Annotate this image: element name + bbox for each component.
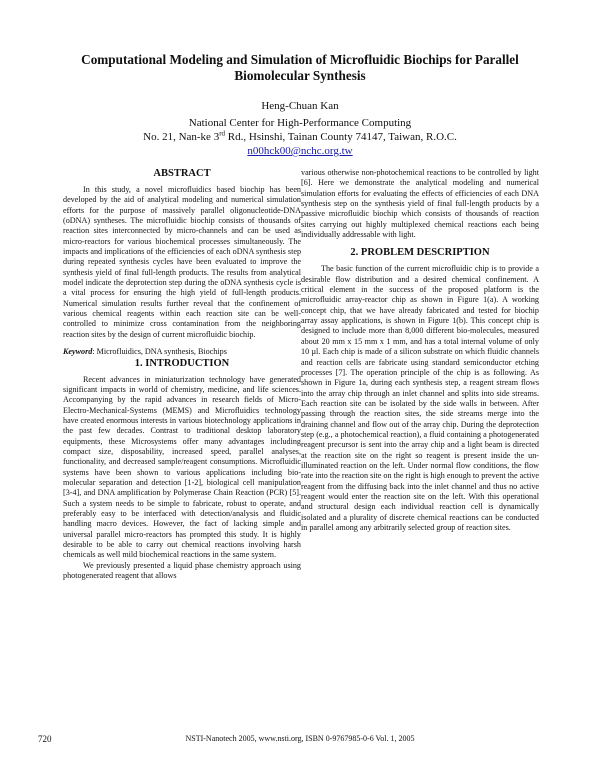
keywords-text: : Microfluidics, DNA synthesis, Biochips xyxy=(92,347,227,357)
paper-title: Computational Modeling and Simulation of Microfluidic Biochips for Parallel Biomolecular Synthesis xyxy=(81,52,519,83)
introduction-paragraph-1: Recent advances in miniaturization technology have generated significant impacts in world of chemistry, medicine, and life sciences. Accompanying by the rapid advances in research fields of Micro-Electro-Mechanical-Systems (MEMS) and Microfluidics technology have created enormous interests in various biotechnology applications in the past few decades. Contrast to traditional desktop laboratory equipments, these Microsystems offer many advantages including compact size, disposability, increased speed, parallel analyses, functionality, and decreased sample/reagent consumptions. Microfluidic systems have been shown to various applications including bio-molecular separation and detection [1-2], biological cell manipulation [3-4], and DNA amplification by Polymerase Chain Reaction (PCR) [5]. Such a system needs to be simple to fabricate, robust to operate, and preferably easy to be interfaced with detection/analysis and fluidic handling macro devices. However, the fact of lacking simple and universal parallel micro-reactors has prompted this study. It is highly desirable to be able to carry out chemical reactions involving harsh chemicals as well mild biochemical reactions in the same system. xyxy=(63,374,301,560)
introduction-heading: 1. INTRODUCTION xyxy=(134,357,230,369)
abstract-heading: ABSTRACT xyxy=(153,168,211,179)
keywords-label: Keyword xyxy=(63,347,93,357)
page-number: 720 xyxy=(38,734,52,744)
author-email-link[interactable]: n00hck00@nchc.org.tw xyxy=(247,145,353,157)
keywords xyxy=(63,347,301,357)
address-part-1: No. 21, Nan-ke 3 xyxy=(143,131,220,143)
affiliation-line-2 xyxy=(60,130,540,144)
introduction-paragraph-2: We previously presented a liquid phase chemistry approach using photogenerated reagent that allows xyxy=(63,560,301,581)
problem-description-heading: 2. PROBLEM DESCRIPTION xyxy=(350,247,490,259)
right-column xyxy=(301,168,539,533)
footer-citation: NSTI-Nanotech 2005, www.nsti.org, ISBN 0-9767985-0-6 Vol. 1, 2005 xyxy=(185,734,415,743)
affiliation-line-1: National Center for High-Performance Computing xyxy=(188,117,412,129)
address-part-2: Rd., Hsinshi, Tainan County 74147, Taiwan, R.O.C. xyxy=(225,131,457,143)
problem-description-paragraph: The basic function of the current microfluidic chip is to provide a desirable flow distribution and a desired chemical confinement. A critical element in the success of the proposed platform is the microfluidic array-reactor chip as shown in Figure 1(a). A working concept chip, that we have already fabricated and tested for biochip array assay applications, is shown in Figure 1(b). This concept chip is designed to include more than 8,000 different bio-molecules, measured about 20 mm x 15 mm x 1 mm, and has a total internal volume of only 10 µl. Each chip is made of a silicon substrate on which fluidic channels and reaction cells are fabricate using standard semiconductor etching processes [7]. The operation principle of the chip is as following. As shown in Figure 1a, during each synthesis step, a reagent stream flows into the array chip through an inlet channel and splits into side streams. Each reaction site can be isolated by the side walls in between. After passing through the reaction sites, the side streams merge into the draining channel and flow out of the array chip. During the deprotection step (e.g., a photochemical reaction), a fluid containing a photogenerated reagent precursor is sent into the array chip and a light beam is directed at the reaction site on the right so reagent is present inside the un-illuminated reaction on the left. Under normal flow conditions, the flow rate into the reaction site on the right is high enough to prevent the active reagent from the diffusing back into the inlet channel and thus no active reagent would enter the reaction site on the left. With this operational and structural design each individual reaction cell is dynamically isolated and a plurality of discrete chemical reactions can be conducted in parallel among any arbitrarily selected group of reaction sites. xyxy=(301,264,539,532)
address-superscript: rd xyxy=(219,129,226,138)
abstract-text: In this study, a novel microfluidics based biochip has been developed by the aid of analytical modeling and numerical simulation efforts for the purpose of massively parallel oligonucleotide-DNA (oDNA) syntheses. The microfluidic biochip consists of thousands of reaction sites interconnected by micro-channels and can be used as micro-reactors for various biochemical processes simultaneously. The impacts and implications of the efficiencies of each oDNA synthesis step during repeated synthesis cycles have been evaluated to improve the synthesis yield of final full-length products. The results from analytical model indicate the deprotection step during the oDNA synthesis cycle is a vital process for ensuring the high yield of full-length products. Numerical simulation results further reveal that the confinement of various chemical reagents within each reaction site can be well-controlled to minimize cross contamination from the neighboring reaction sites by the design of current microfluidic biochip. xyxy=(63,185,301,339)
introduction-paragraph-2-continued: various otherwise non-photochemical reactions to be controlled by light [6]. Here we demonstrate the analytical modeling and numerical simulation efforts for evaluating the effects of efficiencies of each DNA synthesis step on the synthesis yield of final full-length products by a passive microfluidic biochip which consists of thousands of reaction sites carrying out highly multiplexed chemical reactions each being individually addressable with light. xyxy=(301,168,539,240)
left-column xyxy=(63,168,301,581)
author-name: Heng-Chuan Kan xyxy=(261,100,339,112)
affiliation xyxy=(60,116,540,158)
